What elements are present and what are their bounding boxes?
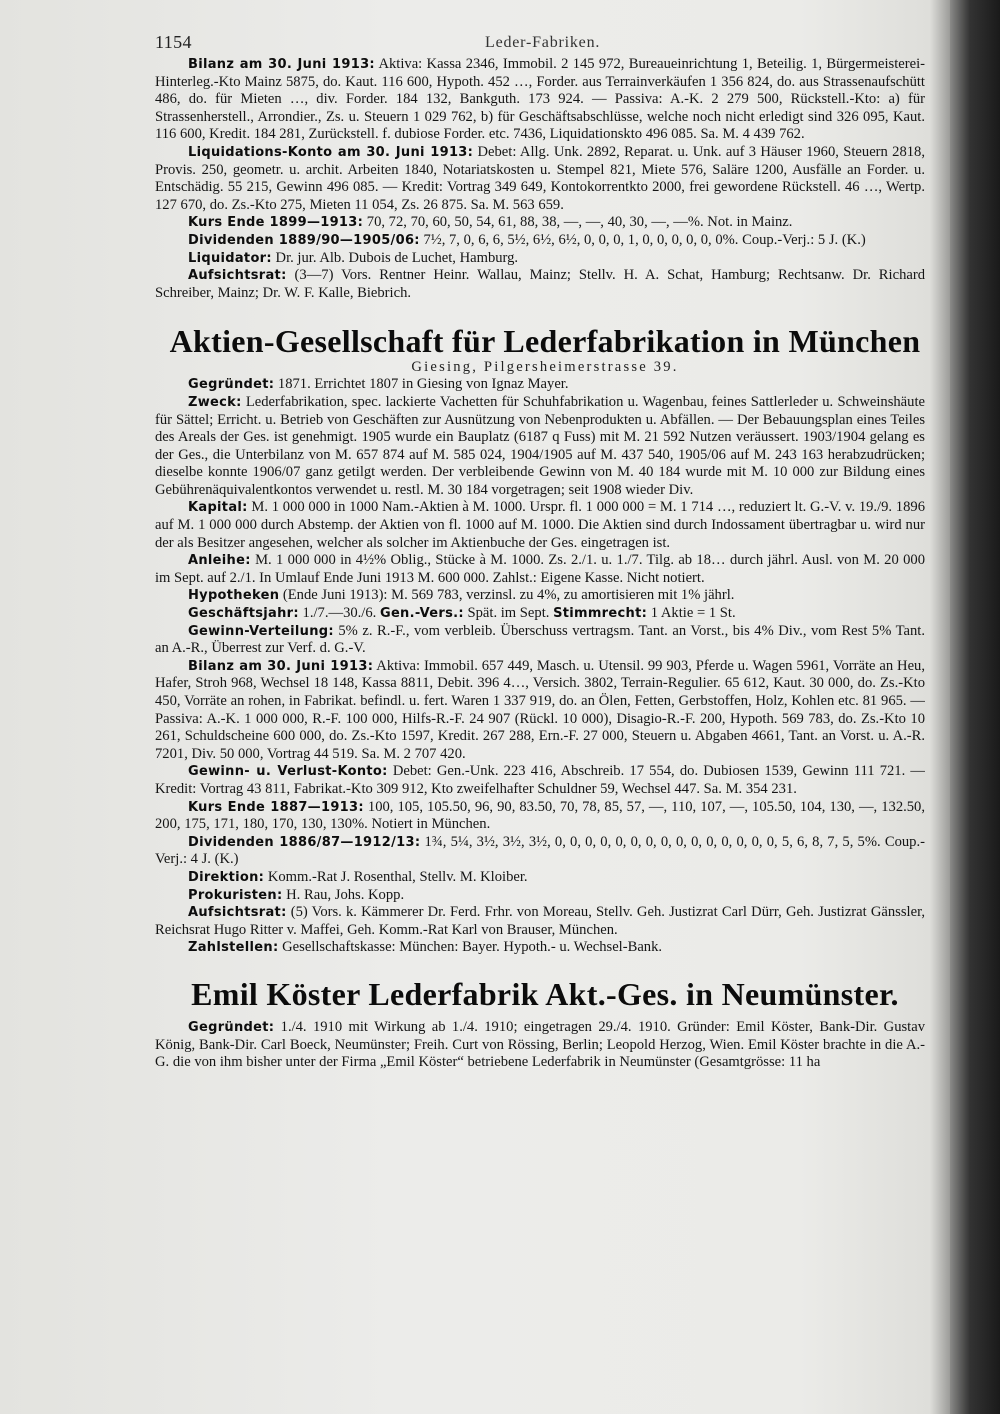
paragraph-text: Dr. jur. Alb. Dubois de Luchet, Hamburg. [275,249,519,266]
paragraph-text: Spät. im Sept. [467,605,550,622]
paragraph-text: (5) Vors. k. Kämmerer Dr. Ferd. Frhr. von Moreau, Stellv. Geh. Justizrat Carl Dürr, Geh. Justizrat Gänssler, Reichsrat Hugo Ritter v. Maffei, Geh. Komm.-Rat Karl von Brauser, München. [155,904,925,938]
paragraph [155,1019,925,1072]
company-address: Giesing, Pilgersheimerstrasse 39. [411,359,679,376]
paragraph-label: Direktion: [188,869,265,885]
paragraph [155,623,925,658]
paragraph [155,763,925,798]
paragraph-label: Anleihe: [188,553,251,569]
paragraph [155,904,925,939]
paragraph-label: Dividenden 1886/87—1912/13: [188,834,421,850]
paragraph [155,605,925,623]
company-entry [155,1019,925,1072]
company-entry [155,376,925,957]
paragraph-label: Dividenden 1889/90—1905/06: [188,232,420,248]
paragraph-text: 1¾, 5¼, 3½, 3½, 3½, 0, 0, 0, 0, 0, 0, 0, 0, 0, 0, 0, 0, 0, 0, 0, 5, 6, 8, 7, 5, 5%. Coup.-Verj.: 4 J. (K.) [155,833,925,868]
paragraph-text: 1871. Errichtet 1807 in Giesing von Ignaz Mayer. [277,376,569,393]
paragraph [155,56,925,144]
paragraph-text: M. 1 000 000 in 4½% Oblig., Stücke à M. 1000. Zs. 2./1. u. 1./7. Tilg. ab 18… durch jährl. Ausl. von M. 20 000 im Sept. auf 2./1. In Umlauf Ende Juni 1913 M. 600 000. Zahlst.: Eigene Kasse. Nicht notiert. [155,552,925,586]
paragraph [155,250,925,268]
paragraph [155,799,925,834]
paragraph [155,869,925,887]
paragraph [155,587,925,605]
paragraph [155,887,925,905]
paragraph [155,144,925,214]
book-page [155,24,935,1072]
paragraph [155,658,925,764]
paragraph [155,552,925,587]
page-number: 1154 [155,32,192,52]
paragraph-label: Kurs Ende 1887—1913: [188,799,364,815]
paragraph-text: M. 1 000 000 in 1000 Nam.-Aktien à M. 1000. Urspr. fl. 1 000 000 = M. 1 714 …, reduziert lt. G.-V. v. 19./9. 1896 auf M. 1 000 000 durch Abstemp. der Aktien von fl. 1000 auf M. 1000. Die Aktien sind durch Indossament übertragbar u. wird nur der als Besitzer angesehen, welcher als solcher im Aktienbuche der Ges. eingetragen ist. [155,499,925,551]
paragraph-label: Gegründet: [188,1019,275,1035]
paragraph-text: Komm.-Rat J. Rosenthal, Stellv. M. Kloiber. [267,868,528,885]
paragraph-text: 5% z. R.-F., vom verbleib. Überschuss vertragsm. Tant. an Vorst., bis 4% Div., vom Rest 5% Tant. an A.-R., Überrest zur Verf. d. G.-V. [155,622,925,657]
paragraph-label: Gegründet: [188,377,275,393]
paragraph-label: Gen.-Vers.: [379,606,464,622]
paragraph-label: Zahlstellen: [188,940,279,956]
paragraph-text: 70, 72, 70, 60, 50, 54, 61, 88, 38, —, —, 40, 30, —, —%. Not. in Mainz. [366,214,793,231]
running-head [155,24,935,56]
paragraph-text: Gesellschaftskasse: München: Bayer. Hypoth.- u. Wechsel-Bank. [282,939,663,956]
paragraph-text: Debet: Gen.-Unk. 223 416, Abschreib. 17 554, do. Dubiosen 1539, Gewinn 111 721. — Kredit: Vortrag 43 811, Fabrikat.-Kto 309 912, Kto zweifelhafter Schuldner 59, Wechsel 447. Sa. M. 354 231. [155,763,925,797]
paragraph-label: Kapital: [188,500,248,516]
paragraph-text: Debet: Allg. Unk. 2892, Reparat. u. Unk. auf 3 Häuser 1960, Steuern 2818, Provis. 250, geometr. u. archit. Arbeiten 1840, Notariatskosten u. Stempel 821, Miete 576, Saläre 1200, Ausfälle an Forder. u. Entschädig. 55 215, Gewinn 496 085. — Kredit: Vortrag 349 649, Kontokorrentkto 2000, frei gewordene Rückstell. 46 …, Wertp. 127 670, do. Zs.-Kto 275, Mieten 11 054, Zs. 26 875. Sa. M. 563 659. [155,143,925,213]
paragraph [155,939,925,957]
paragraph-label: Gewinn-Verteilung: [188,623,334,639]
paragraph-label: Liquidator: [188,250,272,266]
paragraph [155,499,925,552]
paragraph-text: 7½, 7, 0, 6, 6, 5½, 6½, 6½, 0, 0, 0, 1, 0, 0, 0, 0, 0, 0%. Coup.-Verj.: 5 J. (K.) [423,231,866,248]
paragraph-label: Geschäftsjahr: [188,606,299,622]
paragraph-label: Hypotheken [188,588,280,604]
paragraph-text: 1./4. 1910 mit Wirkung ab 1./4. 1910; eingetragen 29./4. 1910. Gründer: Emil Köster, Bank-Dir. Gustav König, Bank-Dir. Carl Boeck, Neumünster; Freih. Curt von Rössing, Berlin; Leopold Herzog, Wien. Emil Köster brachte in die A.-G. die von ihm bisher unter der Firma „Emil Köster“ betriebene Lederfabrik in Neumünster (Gesamtgrösse: 11 ha [155,1018,925,1071]
paragraph-label: Aufsichtsrat: [188,268,287,284]
paragraph [155,834,925,869]
paragraph [155,376,925,394]
paragraph [155,232,925,250]
paragraph-text: 1 Aktie = 1 St. [650,605,736,622]
previous-entry [155,56,925,302]
paragraph-label: Bilanz am 30. Juni 1913: [188,658,374,674]
paragraph-label: Prokuristen: [188,887,283,903]
paragraph-label: Kurs Ende 1899—1913: [188,215,364,231]
paragraph-label: Zweck: [188,394,242,410]
paragraph-label: Bilanz am 30. Juni 1913: [188,57,375,72]
paragraph-label: Aufsichtsrat: [188,905,287,921]
running-title: Leder-Fabriken. [485,34,601,51]
page-edge-shadow [950,0,1000,1414]
paragraph [155,394,925,500]
paragraph-text: 1./7.—30./6. [302,605,377,622]
paragraph-label: Stimmrecht: [553,606,648,622]
paragraph-label: Gewinn- u. Verlust-Konto: [188,764,388,780]
company-title: Emil Köster Lederfabrik Akt.-Ges. in Neumünster. [191,976,899,1011]
paragraph-text: (3—7) Vors. Rentner Heinr. Wallau, Mainz; Stellv. H. A. Schat, Hamburg; Rechtsanw. Dr. Richard Schreiber, Mainz; Dr. W. F. Kalle, Biebrich. [155,267,925,301]
paragraph [155,214,925,232]
paragraph-text: H. Rau, Johs. Kopp. [286,886,405,903]
paragraph-text: (Ende Juni 1913): M. 569 783, verzinsl. zu 4%, zu amortisieren mit 1% jährl. [282,587,735,604]
paragraph-text: 100, 105, 105.50, 96, 90, 83.50, 70, 78, 85, 57, —, 110, 107, —, 105.50, 104, 130, —, 132.50, 200, 175, 171, 180, 170, 130, 130%. Notiert in München. [155,798,925,833]
paragraph-label: Liquidations-Konto am 30. Juni 1913: [188,144,474,160]
paragraph-text: Aktiva: Kassa 2346, Immobil. 2 145 972, Bureaueinrichtung 1, Beteilig. 1, Bürgermeisterei-Hinterleg.-Kto Mainz 5875, do. Kaut. 116 600, Hypoth. 452 …, Forder. aus Terrainverkäufen 1 356 824, do. aus Strassenaufschütt 486, do. für Mieten …, div. Forder. 184 132, Bankguth. 173 924. — Passiva: A.-K. 2 279 500, Rückstell.-Kto: a) für Strassenherstell., Arrondier., Zs. u. Steuern 1 029 762, b) für Geschäftsabschlüsse, welche noch nicht erledigt sind 326 095, Kaut. 116 600, Kredit. 184 281, Zurückstell. f. dubiose Forder. etc. 7436, Liquidationskto 496 085. Sa. M. 4 439 762. [155,56,925,143]
paragraph-text: Aktiva: Immobil. 657 449, Masch. u. Utensil. 99 903, Pferde u. Wagen 5961, Vorräte an Heu, Hafer, Stroh 968, Wechsel 18 148, Kassa 8811, Debit. 396 4…, Versich. 3802, Terrain-Regulier. 65 612, Kaut. 30 000, do. Zs.-Kto 450, Vorräte an rohen, in Fabrikat. befindl. u. fert. Waren 1 337 919, do. an Ölen, Fetten, Gerbstoffen, Holz, Kohlen etc. 81 965. — Passiva: A.-K. 1 000 000, R.-F. 100 000, Hilfs-R.-F. 24 907 (Rückl. 10 000), Disagio-R.-F. 200, Hypoth. 569 783, do. Zs.-Kto 10 261, Schuldscheine 600 000, do. Zs.-Kto 1597, Kredit. 267 288, Ern.-F. 27 000, Steuern u. Abgaben 4661, Tant. an Vorst. u. A.-R. 7201, Div. 50 000, Vortrag 44 519. Sa. M. 2 707 420. [155,657,925,762]
paragraph [155,267,925,302]
paragraph-text: Lederfabrikation, spec. lackierte Vachetten für Schuhfabrikation u. Wagenbau, feines Sattlerleder u. Schweinshäute für Sättel; Erricht. u. Betrieb von Geschäften zur Ausnützung von Nebenprodukten u. Abfällen. — Der Bebauungsplan eines Teiles des Areals der Ges. ist genehmigt. 1905 wurde ein Bauplatz (6187 q Fuss) mit M. 21 592 Nutzen veräussert. 1903/1904 gelang es der Ges., die Unterbilanz von M. 657 874 auf M. 585 024, 1904/1905 auf M. 437 540, 1905/06 auf M. 243 163 herabzudrücken; dieselbe konnte 1906/07 ganz getilgt werden. Der verbleibende Gewinn von M. 40 184 wurde mit M. 10 000 zur Bildung eines Gebührenäquivalentkontos verwendet u. restl. M. 30 184 vorgetragen; seit 1908 wieder Div. [155,393,925,498]
company-title: Aktien-Gesellschaft für Lederfabrikation in München [169,324,921,359]
